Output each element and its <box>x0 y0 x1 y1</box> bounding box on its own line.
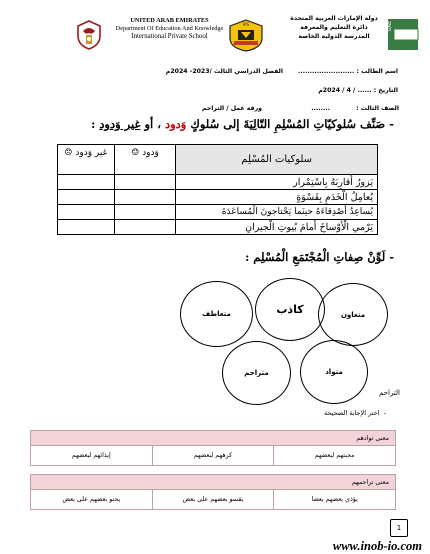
trait-label: متعاطف <box>202 310 231 318</box>
q1-text: صَنِّف سُلوكيّاتِ المُسْلِمِ التّالِيَةَ إلى سُلوكٍ <box>186 117 386 131</box>
website-watermark: www.inob-io.com <box>332 539 422 553</box>
q1-or: ، أو <box>140 117 165 131</box>
table-row <box>58 190 378 205</box>
wadood-answer-cell[interactable] <box>114 190 176 205</box>
ghair-answer-cell[interactable] <box>58 175 115 190</box>
answer-options-row <box>31 490 395 509</box>
school-name-en <box>112 17 227 41</box>
student-name-label: اسم الطالب : ........................ <box>297 68 398 75</box>
behaviour-cell: يُساعِدُ أَصْدِقاءَهُ حينَما يَحْتاجونَ الْمُساعَدَةَ <box>176 205 378 220</box>
adek-logo <box>74 19 104 55</box>
q3-title: التراحم <box>379 389 400 397</box>
q3-instruction <box>246 409 386 417</box>
trait-circle-merciful[interactable] <box>222 341 291 405</box>
trait-circle-cooperative[interactable] <box>318 283 388 346</box>
answer-group-title: معنى توادهم <box>31 431 395 446</box>
header-behaviours: سلوكيات المُسْلِم <box>176 145 378 175</box>
trait-circle-liar[interactable] <box>255 278 325 341</box>
ghair-answer-cell[interactable] <box>58 205 115 220</box>
behaviours-table <box>57 144 378 235</box>
answer-group-title: معنى تراحمهم <box>31 475 395 490</box>
school-en-line-3: International Private School <box>131 33 208 40</box>
q2-text: لَوِّنْ صِفاتِ الْمُجْتَمَعِ الْمُسْلِم : <box>245 250 386 264</box>
answer-option[interactable]: كرههم لبعضهم <box>152 446 274 465</box>
class-dots: ........ <box>311 105 330 112</box>
answer-option[interactable]: إيذائهم لبعضهم <box>71 452 111 459</box>
svg-text:UAE: UAE <box>387 20 393 31</box>
worksheet-label: ورقة عمل / التراحم <box>201 105 262 112</box>
q1-wadood: وَدود <box>164 117 187 131</box>
header-ghair-wadood: غير وَدود ☹ <box>58 145 115 175</box>
school-ar-line-2: دائرة التعليم والمعرفة <box>300 24 368 31</box>
q1-heading <box>14 117 394 131</box>
answer-option[interactable]: يؤذي بعضهم بعضا <box>273 490 395 509</box>
page-number-box <box>390 519 408 537</box>
behaviours-table-header <box>58 145 378 175</box>
trait-circle-sympathetic[interactable] <box>180 281 253 347</box>
header-wadood: وَدود ☺ <box>114 145 176 175</box>
grade-label: الصف الثالث : <box>356 105 399 112</box>
behaviour-cell: يَزورُ أَقارِبَهُ بِاسْتِمْرار <box>176 175 378 190</box>
q1-dash: - <box>389 117 394 131</box>
school-en-line-2: Department Of Education And Knowledge <box>115 25 224 32</box>
q1-ghair: غير وَدود <box>99 117 141 131</box>
answer-group-1 <box>30 430 396 466</box>
term-label: الفصل الدراسي الثالث /2023- 2024م <box>165 68 283 75</box>
q3-dash: - <box>379 409 386 417</box>
svg-text:IPS: IPS <box>242 22 250 27</box>
school-emblem-logo <box>224 18 268 56</box>
answer-options-row <box>31 446 395 465</box>
answer-option[interactable]: يقسو بعضهم على بعض <box>152 490 274 509</box>
ghair-answer-cell[interactable] <box>58 190 115 205</box>
behaviour-cell: يَرْمي الْأَوْساخَ أَمامَ بُيوتِ الْجيرانِ <box>176 220 378 235</box>
q3-instruction-text: اختر الإجابة الصحيحة <box>323 409 380 417</box>
school-name-ar <box>283 14 385 41</box>
table-row <box>58 175 378 190</box>
table-row <box>58 205 378 220</box>
behaviour-cell: يُعامِلُ الْخَدَمِ بِقَسْوَةٍ <box>176 190 378 205</box>
school-en-line-1: UNITED ARAB EMIRATES <box>130 17 209 24</box>
trait-label: متراحم <box>244 369 269 377</box>
q2-heading <box>94 250 394 264</box>
ghair-answer-cell[interactable] <box>58 220 115 235</box>
trait-label: كاذب <box>276 303 304 316</box>
uae-logo <box>388 19 418 54</box>
wadood-answer-cell[interactable] <box>114 175 176 190</box>
q2-dash: - <box>389 250 394 264</box>
date-label: التاريخ : ...... / 4 / 2024م <box>318 87 398 94</box>
trait-label: متواد <box>325 368 343 376</box>
wadood-answer-cell[interactable] <box>114 220 176 235</box>
answer-option[interactable]: يحنو بعضهم على بعض <box>62 496 121 503</box>
school-ar-line-3: المدرسة الدولية الخاصة <box>298 33 370 40</box>
answer-option[interactable]: محبتهم لبعضهم <box>273 446 395 465</box>
q1-colon: : <box>91 117 100 131</box>
page-number: 1 <box>396 524 402 532</box>
school-ar-line-1: دولة الإمارات العربية المتحدة <box>290 15 378 22</box>
answer-group-2 <box>30 474 396 510</box>
trait-label: متعاون <box>340 310 366 319</box>
wadood-answer-cell[interactable] <box>114 205 176 220</box>
table-row <box>58 220 378 235</box>
